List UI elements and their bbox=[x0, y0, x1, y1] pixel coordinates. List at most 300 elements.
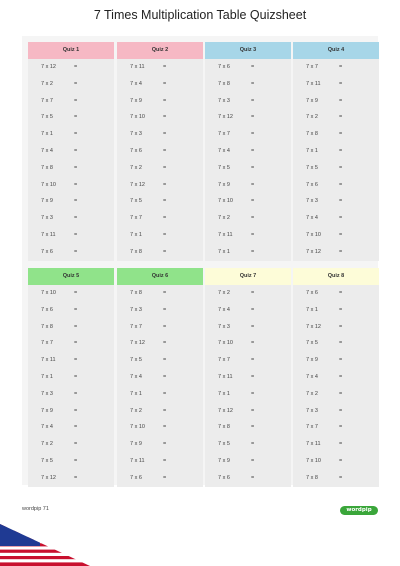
question-row bbox=[293, 244, 379, 261]
question-text: 7 x 4 bbox=[306, 215, 318, 222]
question-row bbox=[117, 386, 203, 403]
question-row bbox=[28, 210, 114, 227]
quiz-3-header: Quiz 3 bbox=[205, 42, 291, 59]
equals-sign: = bbox=[163, 131, 167, 138]
question-row bbox=[117, 285, 203, 302]
equals-sign: = bbox=[163, 290, 167, 296]
question-text: 7 x 1 bbox=[41, 131, 53, 138]
equals-sign: = bbox=[251, 373, 255, 380]
question-row bbox=[117, 335, 203, 352]
question-text: 7 x 10 bbox=[41, 181, 56, 188]
equals-sign: = bbox=[163, 215, 167, 222]
quiz-5-header: Quiz 5 bbox=[28, 268, 114, 285]
equals-sign: = bbox=[339, 373, 343, 380]
equals-sign: = bbox=[339, 80, 343, 87]
equals-sign: = bbox=[339, 215, 343, 222]
question-row bbox=[293, 177, 379, 194]
quiz-8-body bbox=[293, 285, 379, 487]
question-row bbox=[293, 419, 379, 436]
equals-sign: = bbox=[163, 147, 167, 154]
question-row bbox=[293, 470, 379, 487]
question-text: 7 x 2 bbox=[41, 80, 53, 87]
question-row bbox=[293, 160, 379, 177]
question-row bbox=[293, 76, 379, 93]
quiz-7 bbox=[205, 268, 291, 487]
question-row bbox=[28, 244, 114, 261]
question-text: 7 x 8 bbox=[218, 424, 230, 431]
quiz-5 bbox=[28, 268, 114, 487]
quiz-6-body bbox=[117, 285, 203, 487]
question-text: 7 x 7 bbox=[130, 215, 142, 222]
question-text: 7 x 3 bbox=[41, 215, 53, 222]
equals-sign: = bbox=[251, 441, 255, 448]
equals-sign: = bbox=[163, 474, 167, 481]
equals-sign: = bbox=[163, 97, 167, 104]
question-text: 7 x 1 bbox=[306, 147, 318, 154]
question-row bbox=[205, 177, 291, 194]
equals-sign: = bbox=[251, 474, 255, 481]
question-text: 7 x 10 bbox=[218, 340, 233, 347]
quiz-sheet bbox=[22, 36, 378, 485]
question-row bbox=[117, 210, 203, 227]
equals-sign: = bbox=[339, 290, 343, 296]
question-text: 7 x 3 bbox=[41, 390, 53, 397]
question-text: 7 x 2 bbox=[306, 390, 318, 397]
quiz-4 bbox=[293, 42, 379, 261]
question-row bbox=[205, 302, 291, 319]
question-text: 7 x 4 bbox=[306, 373, 318, 380]
question-row bbox=[28, 227, 114, 244]
quiz-2 bbox=[117, 42, 203, 261]
question-text: 7 x 6 bbox=[306, 181, 318, 188]
question-text: 7 x 8 bbox=[130, 290, 142, 296]
question-row bbox=[205, 436, 291, 453]
question-text: 7 x 7 bbox=[218, 357, 230, 364]
question-text: 7 x 5 bbox=[41, 114, 53, 121]
equals-sign: = bbox=[339, 390, 343, 397]
question-text: 7 x 8 bbox=[218, 80, 230, 87]
question-text: 7 x 9 bbox=[218, 457, 230, 464]
equals-sign: = bbox=[163, 407, 167, 414]
equals-sign: = bbox=[74, 474, 78, 481]
question-text: 7 x 12 bbox=[130, 340, 145, 347]
question-row bbox=[205, 76, 291, 93]
question-text: 7 x 7 bbox=[218, 131, 230, 138]
equals-sign: = bbox=[339, 340, 343, 347]
question-text: 7 x 11 bbox=[218, 373, 233, 380]
equals-sign: = bbox=[251, 198, 255, 205]
quiz-1-header: Quiz 1 bbox=[28, 42, 114, 59]
question-row bbox=[28, 193, 114, 210]
question-text: 7 x 12 bbox=[130, 181, 145, 188]
quiz-8 bbox=[293, 268, 379, 487]
equals-sign: = bbox=[251, 340, 255, 347]
question-row bbox=[117, 126, 203, 143]
question-text: 7 x 6 bbox=[218, 64, 230, 70]
equals-sign: = bbox=[163, 64, 167, 70]
question-row bbox=[28, 126, 114, 143]
equals-sign: = bbox=[251, 215, 255, 222]
equals-sign: = bbox=[339, 114, 343, 121]
equals-sign: = bbox=[74, 340, 78, 347]
question-row bbox=[28, 143, 114, 160]
question-row bbox=[205, 193, 291, 210]
question-text: 7 x 10 bbox=[130, 114, 145, 121]
question-text: 7 x 5 bbox=[306, 164, 318, 171]
question-row bbox=[293, 352, 379, 369]
question-text: 7 x 2 bbox=[41, 441, 53, 448]
question-row bbox=[293, 302, 379, 319]
question-row bbox=[28, 403, 114, 420]
question-row bbox=[28, 177, 114, 194]
equals-sign: = bbox=[74, 164, 78, 171]
quiz-5-body bbox=[28, 285, 114, 487]
question-row bbox=[205, 126, 291, 143]
question-row bbox=[28, 369, 114, 386]
question-text: 7 x 2 bbox=[218, 215, 230, 222]
equals-sign: = bbox=[339, 407, 343, 414]
equals-sign: = bbox=[74, 290, 78, 296]
question-row bbox=[28, 335, 114, 352]
question-text: 7 x 6 bbox=[130, 474, 142, 481]
equals-sign: = bbox=[74, 248, 78, 255]
question-text: 7 x 9 bbox=[218, 181, 230, 188]
question-text: 7 x 9 bbox=[306, 97, 318, 104]
question-row bbox=[28, 352, 114, 369]
question-text: 7 x 10 bbox=[130, 424, 145, 431]
equals-sign: = bbox=[251, 164, 255, 171]
us-flag-icon bbox=[0, 524, 90, 566]
question-row bbox=[205, 143, 291, 160]
equals-sign: = bbox=[339, 474, 343, 481]
question-row bbox=[117, 160, 203, 177]
question-row bbox=[293, 436, 379, 453]
question-row bbox=[28, 109, 114, 126]
question-row bbox=[117, 177, 203, 194]
question-text: 7 x 9 bbox=[41, 198, 53, 205]
question-text: 7 x 7 bbox=[41, 340, 53, 347]
question-text: 7 x 1 bbox=[41, 373, 53, 380]
equals-sign: = bbox=[74, 114, 78, 121]
quiz-3 bbox=[205, 42, 291, 261]
question-row bbox=[205, 352, 291, 369]
equals-sign: = bbox=[251, 80, 255, 87]
question-text: 7 x 2 bbox=[130, 407, 142, 414]
equals-sign: = bbox=[74, 457, 78, 464]
question-row bbox=[28, 302, 114, 319]
equals-sign: = bbox=[251, 390, 255, 397]
equals-sign: = bbox=[251, 64, 255, 70]
question-text: 7 x 12 bbox=[218, 407, 233, 414]
equals-sign: = bbox=[163, 373, 167, 380]
question-text: 7 x 1 bbox=[306, 306, 318, 313]
quiz-6 bbox=[117, 268, 203, 487]
question-text: 7 x 11 bbox=[41, 231, 56, 238]
question-text: 7 x 1 bbox=[130, 231, 142, 238]
question-row bbox=[117, 403, 203, 420]
quiz-7-header: Quiz 7 bbox=[205, 268, 291, 285]
equals-sign: = bbox=[74, 441, 78, 448]
equals-sign: = bbox=[339, 97, 343, 104]
equals-sign: = bbox=[251, 323, 255, 330]
equals-sign: = bbox=[74, 407, 78, 414]
equals-sign: = bbox=[251, 407, 255, 414]
equals-sign: = bbox=[251, 231, 255, 238]
question-text: 7 x 11 bbox=[130, 457, 145, 464]
question-row bbox=[117, 93, 203, 110]
question-text: 7 x 7 bbox=[130, 323, 142, 330]
question-row bbox=[117, 143, 203, 160]
question-row bbox=[205, 319, 291, 336]
equals-sign: = bbox=[251, 131, 255, 138]
question-row bbox=[293, 109, 379, 126]
equals-sign: = bbox=[74, 373, 78, 380]
question-text: 7 x 10 bbox=[306, 231, 321, 238]
equals-sign: = bbox=[74, 80, 78, 87]
question-text: 7 x 3 bbox=[130, 131, 142, 138]
question-row bbox=[117, 419, 203, 436]
question-row bbox=[205, 369, 291, 386]
question-row bbox=[205, 470, 291, 487]
question-text: 7 x 9 bbox=[41, 407, 53, 414]
equals-sign: = bbox=[74, 97, 78, 104]
equals-sign: = bbox=[251, 181, 255, 188]
equals-sign: = bbox=[163, 164, 167, 171]
question-text: 7 x 3 bbox=[306, 198, 318, 205]
question-row bbox=[117, 436, 203, 453]
question-row bbox=[28, 93, 114, 110]
equals-sign: = bbox=[251, 290, 255, 296]
equals-sign: = bbox=[251, 357, 255, 364]
page-title: 7 Times Multiplication Table Quizsheet bbox=[93, 8, 307, 22]
question-text: 7 x 2 bbox=[130, 164, 142, 171]
question-text: 7 x 8 bbox=[306, 474, 318, 481]
question-text: 7 x 11 bbox=[306, 80, 321, 87]
equals-sign: = bbox=[251, 457, 255, 464]
question-row bbox=[117, 302, 203, 319]
question-text: 7 x 5 bbox=[218, 164, 230, 171]
question-row bbox=[205, 93, 291, 110]
question-text: 7 x 8 bbox=[41, 323, 53, 330]
equals-sign: = bbox=[339, 147, 343, 154]
question-text: 7 x 9 bbox=[130, 97, 142, 104]
question-row bbox=[28, 76, 114, 93]
question-row bbox=[205, 160, 291, 177]
equals-sign: = bbox=[339, 441, 343, 448]
question-text: 7 x 5 bbox=[130, 357, 142, 364]
question-row bbox=[205, 335, 291, 352]
question-text: 7 x 3 bbox=[218, 97, 230, 104]
question-text: 7 x 7 bbox=[41, 97, 53, 104]
question-text: 7 x 11 bbox=[306, 441, 321, 448]
equals-sign: = bbox=[339, 198, 343, 205]
question-text: 7 x 12 bbox=[41, 64, 56, 70]
question-text: 7 x 5 bbox=[218, 441, 230, 448]
question-text: 7 x 7 bbox=[306, 424, 318, 431]
equals-sign: = bbox=[74, 323, 78, 330]
equals-sign: = bbox=[163, 248, 167, 255]
question-text: 7 x 2 bbox=[218, 290, 230, 296]
question-row bbox=[293, 193, 379, 210]
question-text: 7 x 11 bbox=[130, 64, 145, 70]
question-text: 7 x 5 bbox=[306, 340, 318, 347]
equals-sign: = bbox=[339, 131, 343, 138]
equals-sign: = bbox=[163, 231, 167, 238]
question-row bbox=[117, 227, 203, 244]
equals-sign: = bbox=[163, 114, 167, 121]
question-row bbox=[205, 109, 291, 126]
question-text: 7 x 5 bbox=[41, 457, 53, 464]
question-text: 7 x 6 bbox=[218, 474, 230, 481]
equals-sign: = bbox=[163, 441, 167, 448]
equals-sign: = bbox=[74, 131, 78, 138]
equals-sign: = bbox=[339, 424, 343, 431]
quiz-4-body bbox=[293, 59, 379, 261]
question-row bbox=[293, 126, 379, 143]
question-row bbox=[117, 59, 203, 76]
question-row bbox=[28, 59, 114, 76]
question-text: 7 x 6 bbox=[306, 290, 318, 296]
question-row bbox=[117, 352, 203, 369]
question-text: 7 x 9 bbox=[306, 357, 318, 364]
question-row bbox=[293, 227, 379, 244]
question-text: 7 x 4 bbox=[130, 373, 142, 380]
question-text: 7 x 9 bbox=[130, 441, 142, 448]
equals-sign: = bbox=[74, 147, 78, 154]
question-row bbox=[205, 419, 291, 436]
question-row bbox=[28, 160, 114, 177]
question-row bbox=[28, 386, 114, 403]
question-row bbox=[293, 369, 379, 386]
question-text: 7 x 11 bbox=[41, 357, 56, 364]
question-text: 7 x 2 bbox=[306, 114, 318, 121]
equals-sign: = bbox=[251, 114, 255, 121]
equals-sign: = bbox=[163, 390, 167, 397]
question-text: 7 x 3 bbox=[218, 323, 230, 330]
equals-sign: = bbox=[339, 181, 343, 188]
question-row bbox=[117, 453, 203, 470]
question-row bbox=[293, 319, 379, 336]
equals-sign: = bbox=[163, 340, 167, 347]
question-text: 7 x 8 bbox=[306, 131, 318, 138]
question-row bbox=[205, 386, 291, 403]
question-row bbox=[205, 59, 291, 76]
quiz-8-header: Quiz 8 bbox=[293, 268, 379, 285]
question-row bbox=[293, 285, 379, 302]
question-text: 7 x 12 bbox=[306, 323, 321, 330]
question-text: 7 x 1 bbox=[218, 390, 230, 397]
question-row bbox=[205, 210, 291, 227]
quiz-1 bbox=[28, 42, 114, 261]
question-text: 7 x 12 bbox=[41, 474, 56, 481]
question-row bbox=[293, 403, 379, 420]
equals-sign: = bbox=[163, 457, 167, 464]
quiz-1-body bbox=[28, 59, 114, 261]
question-text: 7 x 6 bbox=[41, 248, 53, 255]
question-row bbox=[205, 403, 291, 420]
question-text: 7 x 1 bbox=[218, 248, 230, 255]
question-text: 7 x 1 bbox=[130, 390, 142, 397]
equals-sign: = bbox=[163, 80, 167, 87]
equals-sign: = bbox=[251, 306, 255, 313]
question-text: 7 x 10 bbox=[41, 290, 56, 296]
footer-label: wordpip 71 bbox=[22, 506, 49, 512]
equals-sign: = bbox=[163, 181, 167, 188]
question-text: 7 x 3 bbox=[306, 407, 318, 414]
question-text: 7 x 4 bbox=[218, 147, 230, 154]
equals-sign: = bbox=[339, 457, 343, 464]
equals-sign: = bbox=[74, 198, 78, 205]
equals-sign: = bbox=[163, 424, 167, 431]
equals-sign: = bbox=[339, 164, 343, 171]
question-row bbox=[117, 109, 203, 126]
equals-sign: = bbox=[163, 357, 167, 364]
equals-sign: = bbox=[251, 248, 255, 255]
quiz-3-body bbox=[205, 59, 291, 261]
question-text: 7 x 7 bbox=[306, 64, 318, 70]
equals-sign: = bbox=[74, 306, 78, 313]
equals-sign: = bbox=[74, 424, 78, 431]
equals-sign: = bbox=[251, 97, 255, 104]
question-row bbox=[28, 419, 114, 436]
question-row bbox=[117, 369, 203, 386]
wordpip-logo[interactable]: wordpip bbox=[340, 506, 378, 515]
question-row bbox=[28, 453, 114, 470]
question-text: 7 x 3 bbox=[130, 306, 142, 313]
question-row bbox=[28, 319, 114, 336]
question-row bbox=[117, 244, 203, 261]
question-row bbox=[293, 453, 379, 470]
question-row bbox=[117, 193, 203, 210]
question-text: 7 x 12 bbox=[306, 248, 321, 255]
question-row bbox=[205, 453, 291, 470]
question-row bbox=[28, 285, 114, 302]
equals-sign: = bbox=[163, 323, 167, 330]
question-row bbox=[293, 386, 379, 403]
equals-sign: = bbox=[74, 390, 78, 397]
question-row bbox=[117, 470, 203, 487]
question-row bbox=[117, 319, 203, 336]
equals-sign: = bbox=[339, 231, 343, 238]
question-text: 7 x 4 bbox=[41, 424, 53, 431]
equals-sign: = bbox=[339, 357, 343, 364]
question-text: 7 x 6 bbox=[130, 147, 142, 154]
question-text: 7 x 8 bbox=[41, 164, 53, 171]
equals-sign: = bbox=[74, 357, 78, 364]
quiz-6-header: Quiz 6 bbox=[117, 268, 203, 285]
question-text: 7 x 12 bbox=[218, 114, 233, 121]
equals-sign: = bbox=[74, 64, 78, 70]
question-row bbox=[205, 285, 291, 302]
question-row bbox=[293, 59, 379, 76]
question-text: 7 x 6 bbox=[41, 306, 53, 313]
quiz-2-header: Quiz 2 bbox=[117, 42, 203, 59]
question-row bbox=[293, 93, 379, 110]
quiz-4-header: Quiz 4 bbox=[293, 42, 379, 59]
equals-sign: = bbox=[163, 306, 167, 313]
equals-sign: = bbox=[163, 198, 167, 205]
question-row bbox=[205, 227, 291, 244]
question-row bbox=[205, 244, 291, 261]
equals-sign: = bbox=[339, 248, 343, 255]
equals-sign: = bbox=[251, 147, 255, 154]
quiz-2-body bbox=[117, 59, 203, 261]
question-row bbox=[293, 210, 379, 227]
question-row bbox=[28, 436, 114, 453]
question-text: 7 x 8 bbox=[130, 248, 142, 255]
question-text: 7 x 11 bbox=[218, 231, 233, 238]
question-text: 7 x 5 bbox=[130, 198, 142, 205]
